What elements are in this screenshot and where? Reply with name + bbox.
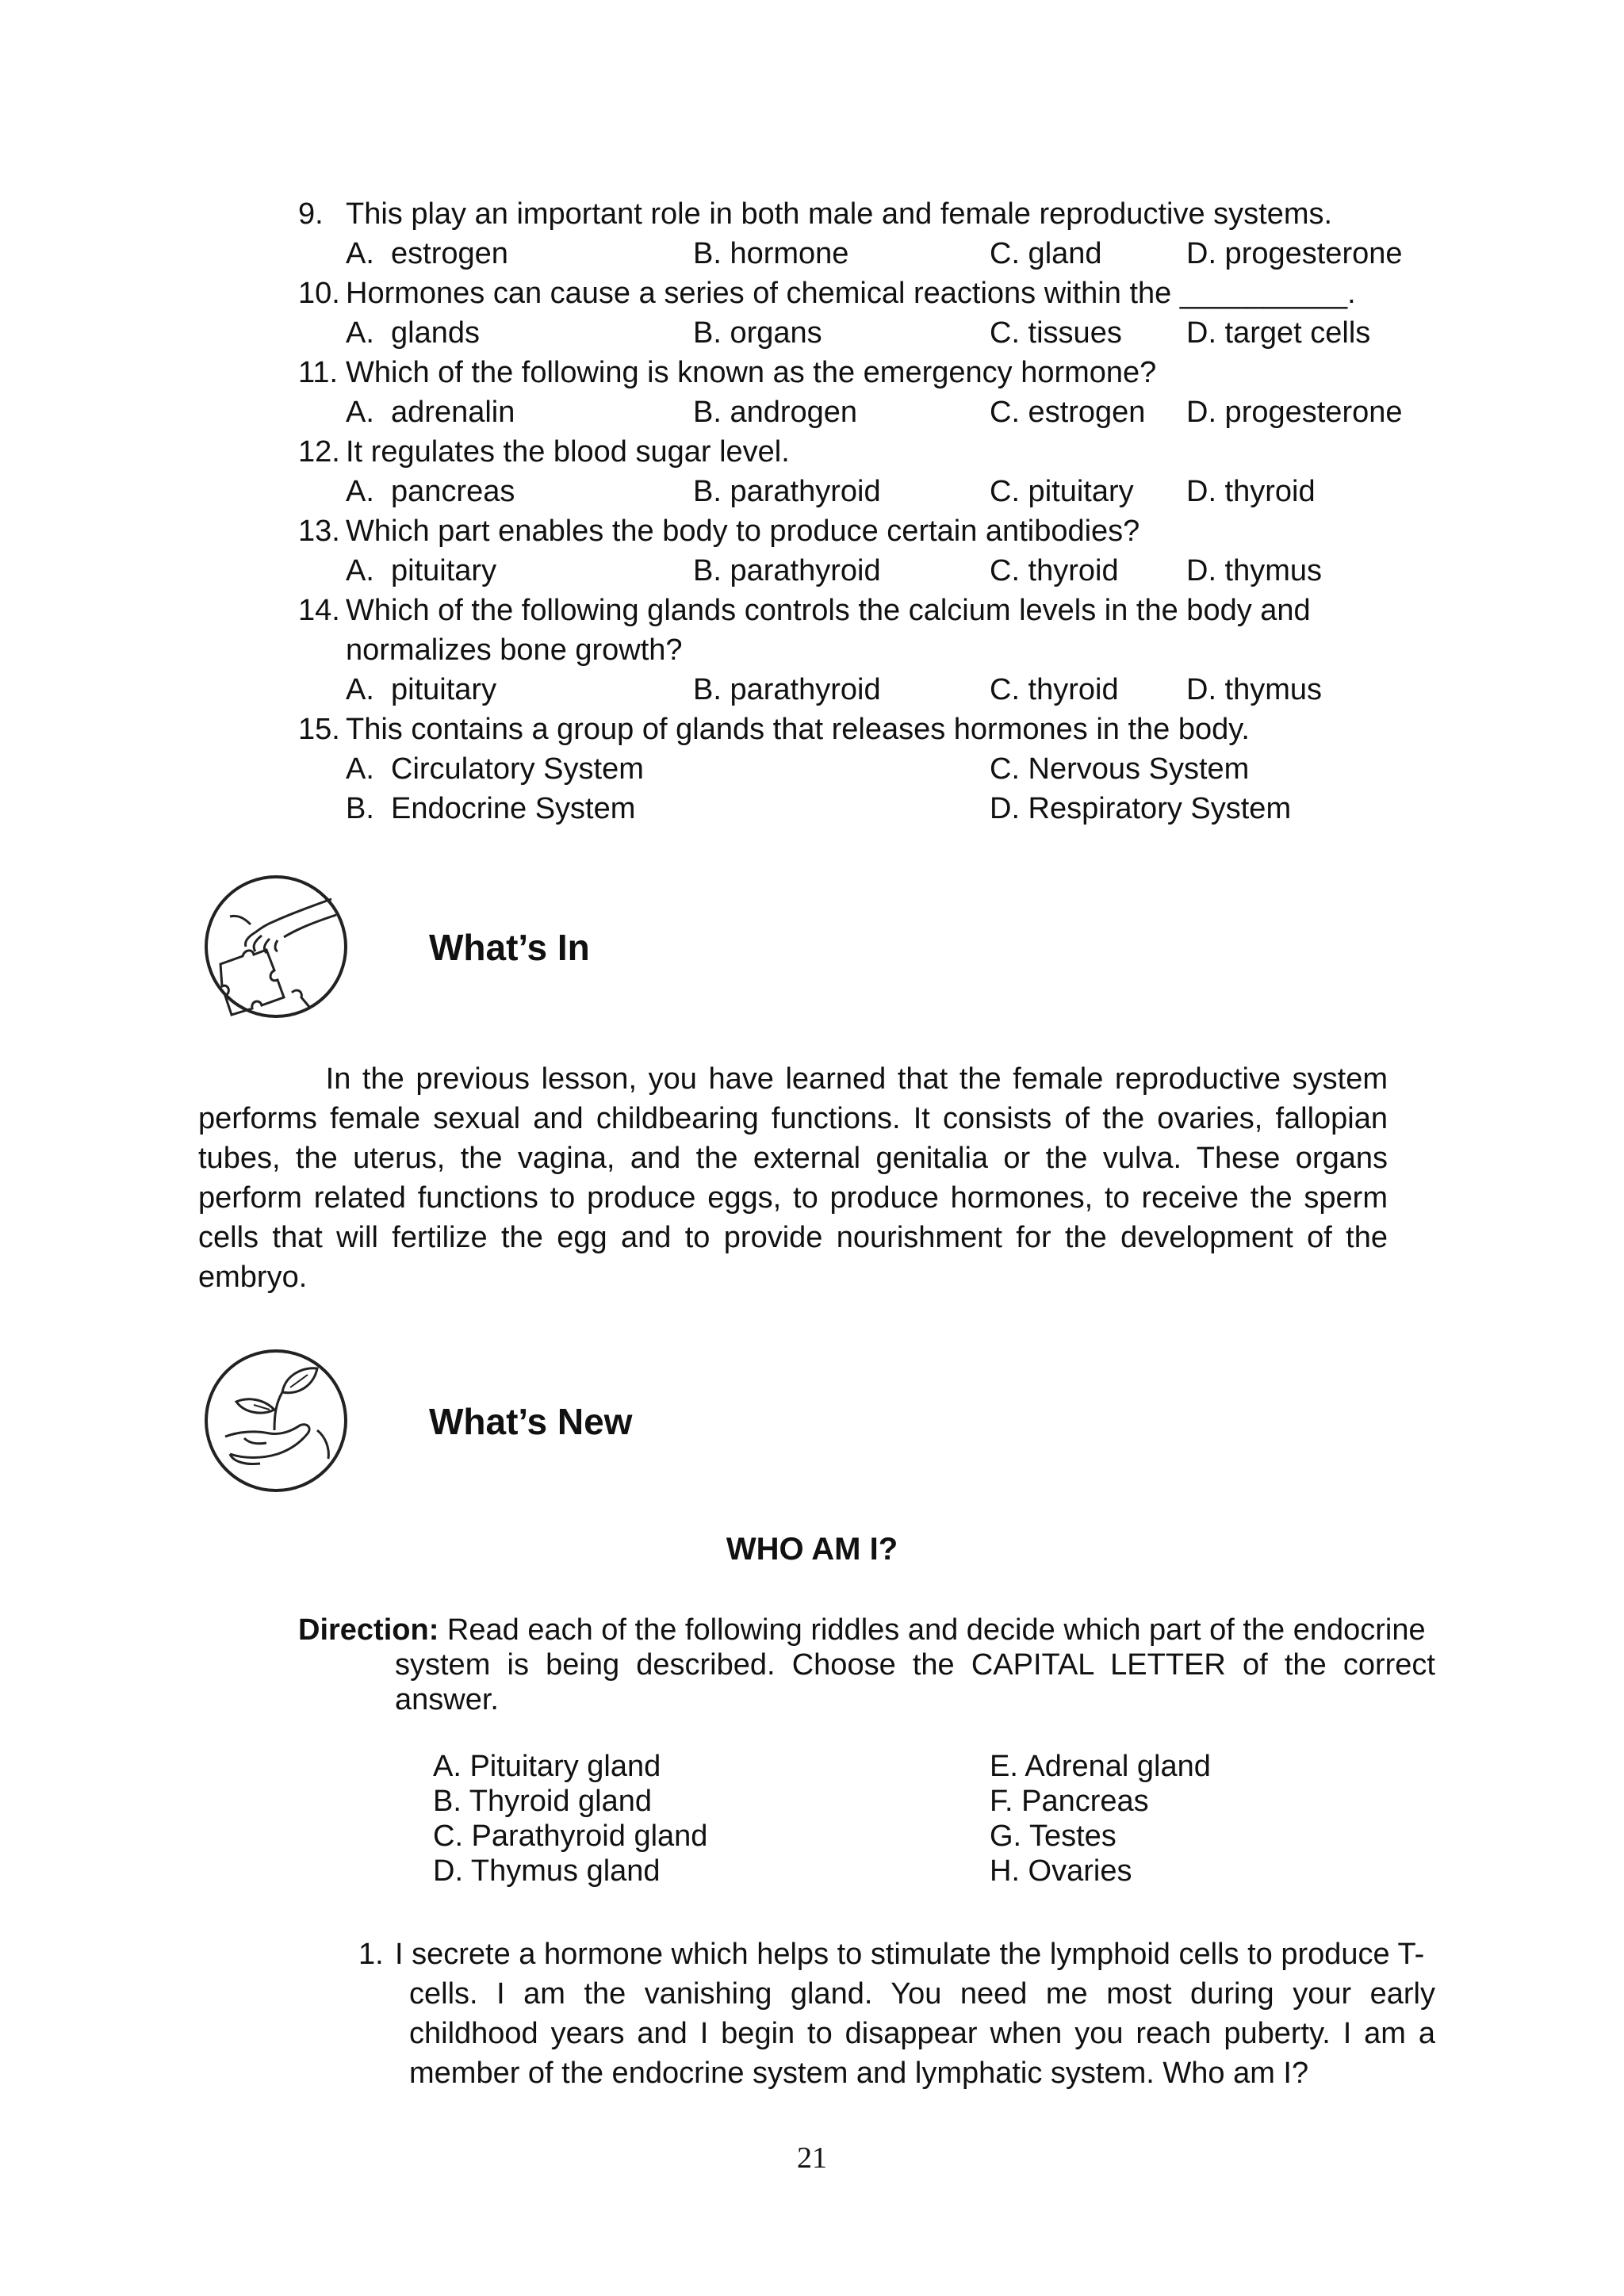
question-number: 15. (298, 713, 340, 746)
section-title-whats-new: What’s New (429, 1401, 633, 1442)
question-number: 13. (298, 515, 340, 548)
question-text: Which of the following is known as the emergency hormone? (346, 356, 1157, 389)
question-number: 11. (298, 356, 339, 389)
choice-item: G. Testes (990, 1820, 1116, 1853)
whats-in-paragraph: In the previous lesson, you have learned that the female reproductive system performs female sexual and childbearing functions. It consists of the ovaries, fallopian tubes, the uterus, the vagina, and the external genitalia or the vulva. These organs perform related functions to produce eggs, to produce hormones, to receive the sperm cells that will fertilize the egg and to provide nourishment for the development of the embryo. (198, 1062, 1388, 1294)
choice-item: D. Thymus gland (433, 1854, 661, 1888)
option-b: B. organs (693, 316, 822, 350)
choice-item: C. Parathyroid gland (433, 1820, 708, 1853)
question-text: Which part enables the body to produce certain antibodies? (346, 515, 1140, 548)
choice-item: A. Pituitary gland (433, 1750, 661, 1783)
option-c: C. pituitary (990, 475, 1134, 508)
option-d: D. thyroid (1186, 475, 1316, 508)
option-b: B. hormone (693, 237, 849, 270)
option-c: C. estrogen (990, 396, 1146, 429)
question-9 (298, 194, 1332, 234)
option-d: D. thymus (1186, 554, 1323, 587)
question-text: Which of the following glands controls the calcium levels in the body and (346, 594, 1311, 627)
riddle-1 (358, 1934, 1435, 2093)
option-d: D. progesterone (1186, 237, 1403, 270)
riddle-body: cells. I am the vanishing gland. You need me most during your early childhood years and I begin to disappear when you reach puberty. I am a member of the endocrine system and lymphatic system. Who am I? (409, 1977, 1435, 2090)
question-15 (298, 710, 1250, 749)
option-d: D. target cells (1186, 316, 1371, 350)
option-c: C. Nervous System (990, 752, 1250, 786)
choice-item: B. Thyroid gland (433, 1785, 653, 1818)
hand-puzzle-icon (198, 869, 354, 1024)
option-b: B. parathyroid (693, 475, 881, 508)
choice-item: E. Adrenal gland (990, 1750, 1211, 1783)
activity-title: WHO AM I? (726, 1532, 898, 1567)
choice-item: H. Ovaries (990, 1854, 1132, 1888)
option-a: A. pituitary (346, 554, 497, 587)
option-a: A. glands (346, 316, 480, 350)
option-a: A. Circulatory System (346, 752, 644, 786)
option-a: A. adrenalin (346, 396, 515, 429)
section-title-whats-in: What’s In (429, 927, 590, 968)
option-a: A. pituitary (346, 673, 497, 706)
question-number: 9. (298, 197, 324, 231)
option-d: D. Respiratory System (990, 792, 1292, 825)
option-c: C. thyroid (990, 673, 1119, 706)
option-b: B. androgen (693, 396, 858, 429)
option-c: C. thyroid (990, 554, 1119, 587)
direction-body: system is being described. Choose the CAPITAL LETTER of the correct answer. (395, 1648, 1435, 1716)
option-a: A. pancreas (346, 475, 515, 508)
question-number: 10. (298, 277, 340, 310)
question-14 (298, 591, 1311, 630)
question-14-continued: normalizes bone growth? (346, 633, 683, 667)
option-d: D. progesterone (1186, 396, 1403, 429)
question-10 (298, 274, 1356, 313)
question-number: 14. (298, 594, 340, 627)
question-12 (298, 432, 790, 472)
option-c: C. gland (990, 237, 1102, 270)
option-a: A. estrogen (346, 237, 508, 270)
question-13 (298, 511, 1139, 551)
option-d: D. thymus (1186, 673, 1323, 706)
direction-block (298, 1613, 1435, 1717)
hand-plant-icon (198, 1343, 354, 1498)
direction-text: Read each of the following riddles and decide which part of the endocrine (439, 1613, 1426, 1647)
question-number: 12. (298, 435, 340, 469)
option-b: B. parathyroid (693, 673, 881, 706)
question-text: Hormones can cause a series of chemical reactions within the __________. (346, 277, 1356, 310)
direction-label: Direction: (298, 1613, 439, 1647)
page-number: 21 (797, 2141, 827, 2175)
question-text: It regulates the blood sugar level. (346, 435, 790, 469)
option-b: B. Endocrine System (346, 792, 636, 825)
choice-item: F. Pancreas (990, 1785, 1149, 1818)
question-11 (298, 353, 1156, 392)
question-text: This contains a group of glands that releases hormones in the body. (346, 713, 1250, 746)
riddle-number: 1. (358, 1938, 384, 1971)
riddle-first-line: I secrete a hormone which helps to stimulate the lymphoid cells to produce T- (395, 1938, 1425, 1971)
option-c: C. tissues (990, 316, 1122, 350)
option-b: B. parathyroid (693, 554, 881, 587)
question-text: This play an important role in both male and female reproductive systems. (346, 197, 1333, 231)
